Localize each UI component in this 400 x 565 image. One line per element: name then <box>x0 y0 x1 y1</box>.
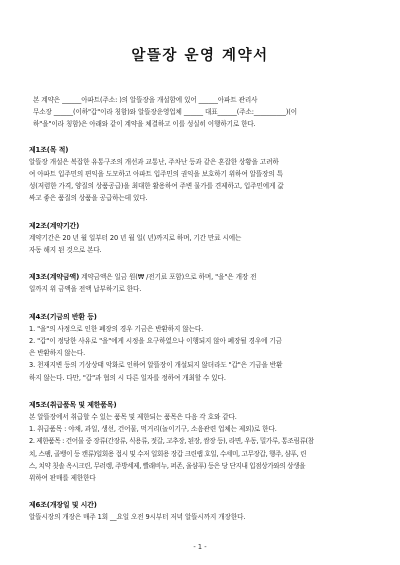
page-number: - 1 - <box>193 543 207 551</box>
article-heading: 제5조(취급품목 및 제한품목) <box>29 400 117 409</box>
intro-line: 무소장 ______(이하"갑"이라 칭함)와 알뜰장운영업체 ______ 대표______(주소:__________)(이 <box>33 108 298 117</box>
article-heading: 제2조(계약기간) <box>29 221 80 230</box>
document-title: 알뜰장 운영 계약서 <box>131 48 269 64</box>
article-line: 자동 해지 된 것으로 본다. <box>29 246 102 255</box>
article-line: 알뜰장 개설은 복잡한 유통구조의 개선과 교통난, 주차난 등과 같은 혼잡한 상황을 고려하 <box>29 157 279 166</box>
article-3 <box>29 271 373 295</box>
article-line: 하지 않는다. 다만, "갑"과 협의 시 다른 일자를 정하여 개최할 수 있다. <box>29 373 226 382</box>
article-line: 여 아파트 입주민의 편익을 도모하고 아파트 입주민의 권익을 보호하기 위하여 알뜰장의 특 <box>29 170 283 179</box>
article-heading: 제3조(계약금액) <box>29 273 80 282</box>
article-2 <box>29 220 373 257</box>
article-heading: 제6조(개장일 및 시간) <box>29 501 97 510</box>
article-5 <box>29 399 373 484</box>
article-heading: 제1조(목 적) <box>29 145 69 154</box>
article-line <box>29 271 373 283</box>
article-line: 1. 취급품목 : 야채, 과일, 생선, 건어물, 먹거리(놀이기구, 소음관련 업체는 제외)로 한다. <box>29 425 277 434</box>
article-6 <box>29 499 373 523</box>
article-line: 은 반환하지 않는다. <box>29 349 86 358</box>
article-line: 계약기간은 20 년 월 일부터 20 년 월 일( 년)까지로 하며, 기간 만료 시에는 <box>29 233 242 242</box>
article-line: 일까지 위 금액을 전액 납부하기로 한다. <box>29 285 142 294</box>
article-line: 스, 치약 칫솔 옥시크린, 무러렝, 주방세제, 빨래비누, 퍼존, 울샴푸) 등은 당 단지내 입점상가와의 상생을 <box>29 461 306 470</box>
article-line: 싸고 좋은 품질의 상품을 공급하는데 있다. <box>29 194 148 203</box>
article-line: 본 알뜰장에서 취급할 수 있는 품목 및 제한되는 품목은 다음 각 호와 같다. <box>29 413 237 422</box>
article-line: 3. 천재지변 등의 기상상태 악화로 인하여 알뜰장이 개설되지 않더라도 "갑"은 기금을 반환 <box>29 361 283 370</box>
article-line: 1. "을"의 사정으로 인한 폐장의 경우 기금은 반환하지 않는다. <box>29 324 204 333</box>
article-line: 성(저렴한 가격, 양질의 상품공급)을 최대한 활용하여 주변 물가를 견제하고, 입주민에게 값 <box>29 182 284 191</box>
intro-line: 본 계약은 ______아파트(주소: )의 알뜰장을 개설함에 있어 ______아파트 관리사 <box>33 96 258 104</box>
document-body <box>29 94 373 524</box>
article-line: 위하여 판매를 제한한다 <box>29 474 96 483</box>
article-line: 2. 제한품목 : 건어물 중 장류(간장류, 식용류, 젓갈, 고추장, 된장, 쌈장 등), 라면, 우동, 밀가루, 통조림류(참 <box>29 437 314 446</box>
article-4 <box>29 311 373 384</box>
intro-line: 하"을"이라 칭함)은 아래와 같이 계약을 체결하고 이를 성실히 이행하기로 한다. <box>33 120 256 129</box>
article-heading: 제4조(기금의 반환 등) <box>29 312 97 321</box>
intro-paragraph <box>29 94 373 131</box>
article-line: 치, 스팸, 골뱅이 등 캔류)일회용 접시 및 수저 일회용 장갑 크린랩 호일, 수세미, 고무장갑, 행주, 샴푸, 린 <box>29 449 307 458</box>
article-line: 알뜰시장의 개장은 매주 1회 __요일 오전 9시부터 저녁 알뜰시까지 개장한다. <box>29 513 246 522</box>
article-line: 2. "갑"이 정당한 사유로 "을"에게 시정을 요구하였으나 이행되지 않아 폐장될 경우에 기금 <box>29 337 282 346</box>
article-inline-text: 계약금액은 일금 원(₩ /전기료 포함)으로 하며, "을"은 개장 전 <box>79 273 257 282</box>
article-1 <box>29 144 373 205</box>
